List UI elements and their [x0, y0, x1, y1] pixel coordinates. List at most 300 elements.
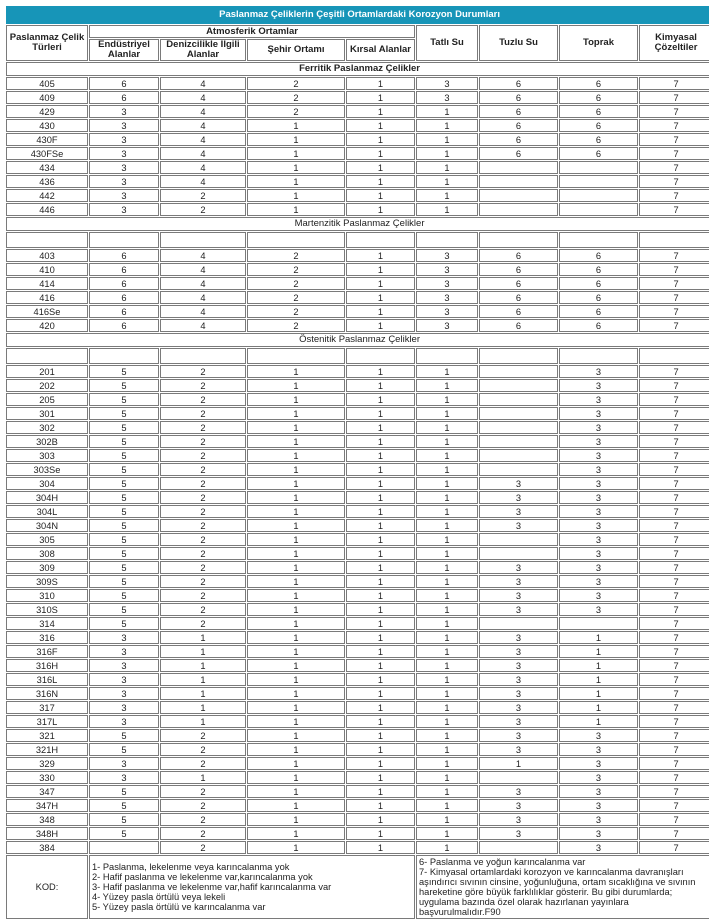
cell-fresh-water: 1: [416, 547, 478, 560]
table-row: [6, 589, 709, 602]
spacer-cell: [559, 232, 638, 248]
cell-soil: 6: [559, 77, 638, 90]
cell-fresh-water: 1: [416, 673, 478, 686]
cell-fresh-water: 1: [416, 491, 478, 504]
legend-item: 4- Yüzey pasla örtülü veya lekeli: [92, 892, 226, 902]
cell-salt-water: 3: [479, 701, 558, 714]
cell-salt-water: [479, 393, 558, 406]
cell-rural: 1: [346, 393, 415, 406]
cell-soil: 3: [559, 813, 638, 826]
cell-steel: 321H: [6, 743, 88, 756]
cell-salt-water: 3: [479, 477, 558, 490]
cell-urban: 1: [247, 175, 345, 188]
spacer-cell: [247, 232, 345, 248]
cell-industrial: 5: [89, 519, 159, 532]
cell-chemical: 7: [639, 203, 709, 216]
cell-marine: 4: [160, 249, 246, 262]
cell-soil: 6: [559, 133, 638, 146]
cell-salt-water: 3: [479, 813, 558, 826]
cell-chemical: 7: [639, 263, 709, 276]
cell-industrial: 5: [89, 533, 159, 546]
spacer-cell: [416, 232, 478, 248]
table-row: [6, 757, 709, 770]
spacer-cell: [160, 232, 246, 248]
cell-chemical: 7: [639, 319, 709, 332]
cell-chemical: 7: [639, 305, 709, 318]
cell-chemical: 7: [639, 799, 709, 812]
cell-chemical: 7: [639, 631, 709, 644]
cell-salt-water: 3: [479, 659, 558, 672]
legend-item: 1- Paslanma, lekelenme veya karıncalanma yok: [92, 862, 290, 872]
cell-fresh-water: 3: [416, 319, 478, 332]
table-row: [6, 189, 709, 202]
cell-fresh-water: 3: [416, 305, 478, 318]
cell-industrial: 5: [89, 505, 159, 518]
cell-soil: [559, 175, 638, 188]
cell-salt-water: [479, 175, 558, 188]
cell-industrial: 6: [89, 319, 159, 332]
cell-chemical: 7: [639, 813, 709, 826]
cell-marine: 2: [160, 505, 246, 518]
spacer-cell: [346, 348, 415, 364]
cell-urban: 1: [247, 147, 345, 160]
cell-fresh-water: 3: [416, 249, 478, 262]
cell-chemical: 7: [639, 505, 709, 518]
cell-industrial: 3: [89, 687, 159, 700]
cell-fresh-water: 1: [416, 119, 478, 132]
cell-soil: 3: [559, 561, 638, 574]
cell-rural: 1: [346, 133, 415, 146]
spacer-cell: [479, 348, 558, 364]
cell-urban: 1: [247, 715, 345, 728]
cell-soil: 3: [559, 827, 638, 840]
cell-steel: 308: [6, 547, 88, 560]
cell-steel: 434: [6, 161, 88, 174]
table-row: [6, 603, 709, 616]
cell-industrial: 6: [89, 305, 159, 318]
section-title: Ferritik Paslanmaz Çelikler: [6, 62, 709, 76]
cell-soil: 6: [559, 105, 638, 118]
cell-chemical: 7: [639, 463, 709, 476]
table-row: [6, 249, 709, 262]
cell-steel: 420: [6, 319, 88, 332]
cell-steel: 446: [6, 203, 88, 216]
cell-industrial: 5: [89, 827, 159, 840]
cell-urban: 1: [247, 729, 345, 742]
cell-fresh-water: 1: [416, 603, 478, 616]
cell-soil: 3: [559, 449, 638, 462]
cell-steel: 405: [6, 77, 88, 90]
cell-steel: 309: [6, 561, 88, 574]
cell-soil: 6: [559, 291, 638, 304]
cell-chemical: 7: [639, 249, 709, 262]
cell-soil: 3: [559, 435, 638, 448]
cell-salt-water: [479, 547, 558, 560]
cell-industrial: 5: [89, 365, 159, 378]
cell-soil: 3: [559, 757, 638, 770]
cell-rural: 1: [346, 687, 415, 700]
cell-chemical: 7: [639, 603, 709, 616]
cell-urban: 2: [247, 77, 345, 90]
cell-steel: 430F: [6, 133, 88, 146]
cell-steel: 329: [6, 757, 88, 770]
cell-fresh-water: 1: [416, 379, 478, 392]
header-industrial: Endüstriyel Alanlar: [89, 39, 159, 61]
cell-salt-water: [479, 617, 558, 630]
cell-fresh-water: 1: [416, 147, 478, 160]
cell-marine: 2: [160, 575, 246, 588]
cell-rural: 1: [346, 421, 415, 434]
cell-salt-water: [479, 189, 558, 202]
cell-soil: 6: [559, 119, 638, 132]
cell-marine: 2: [160, 379, 246, 392]
cell-urban: 1: [247, 491, 345, 504]
cell-marine: 2: [160, 189, 246, 202]
cell-soil: 3: [559, 365, 638, 378]
cell-steel: 403: [6, 249, 88, 262]
cell-urban: 2: [247, 291, 345, 304]
cell-soil: 3: [559, 603, 638, 616]
cell-rural: 1: [346, 505, 415, 518]
cell-marine: 2: [160, 449, 246, 462]
cell-salt-water: 3: [479, 785, 558, 798]
cell-rural: 1: [346, 701, 415, 714]
spacer-cell: [160, 348, 246, 364]
cell-marine: 1: [160, 687, 246, 700]
cell-urban: 1: [247, 463, 345, 476]
cell-salt-water: 3: [479, 575, 558, 588]
table-row: [6, 561, 709, 574]
cell-fresh-water: 3: [416, 277, 478, 290]
cell-industrial: 3: [89, 105, 159, 118]
cell-rural: 1: [346, 729, 415, 742]
table-row: [6, 575, 709, 588]
table-row: [6, 305, 709, 318]
header-steel-type: Paslanmaz Çelik Türleri: [6, 25, 88, 61]
section-spacer-row: [6, 232, 709, 248]
cell-urban: 1: [247, 687, 345, 700]
cell-steel: 201: [6, 365, 88, 378]
cell-industrial: 5: [89, 799, 159, 812]
cell-soil: 1: [559, 673, 638, 686]
cell-industrial: 3: [89, 757, 159, 770]
cell-fresh-water: 1: [416, 687, 478, 700]
cell-fresh-water: 1: [416, 435, 478, 448]
cell-fresh-water: 3: [416, 263, 478, 276]
section-row: [6, 217, 709, 231]
cell-rural: 1: [346, 757, 415, 770]
cell-soil: 3: [559, 589, 638, 602]
cell-salt-water: 3: [479, 491, 558, 504]
cell-steel: 348: [6, 813, 88, 826]
cell-salt-water: 6: [479, 263, 558, 276]
table-row: [6, 687, 709, 700]
cell-industrial: 5: [89, 589, 159, 602]
cell-industrial: 3: [89, 673, 159, 686]
cell-urban: 2: [247, 277, 345, 290]
table-row: [6, 421, 709, 434]
cell-chemical: 7: [639, 841, 709, 854]
cell-fresh-water: 1: [416, 365, 478, 378]
cell-fresh-water: 1: [416, 841, 478, 854]
cell-industrial: 6: [89, 263, 159, 276]
cell-marine: 4: [160, 305, 246, 318]
cell-chemical: 7: [639, 421, 709, 434]
cell-rural: 1: [346, 533, 415, 546]
cell-marine: 4: [160, 119, 246, 132]
cell-chemical: 7: [639, 291, 709, 304]
cell-soil: [559, 161, 638, 174]
header-urban: Şehir Ortamı: [247, 39, 345, 61]
cell-chemical: 7: [639, 189, 709, 202]
header-salt-water: Tuzlu Su: [479, 25, 558, 61]
table-row: [6, 263, 709, 276]
cell-steel: 317: [6, 701, 88, 714]
table-row: [6, 147, 709, 160]
cell-soil: 6: [559, 147, 638, 160]
header-fresh-water: Tatlı Su: [416, 25, 478, 61]
cell-salt-water: [479, 533, 558, 546]
cell-urban: 1: [247, 449, 345, 462]
cell-marine: 1: [160, 673, 246, 686]
legend-item: 6- Paslanma ve yoğun karıncalanma var: [419, 857, 586, 867]
cell-marine: 2: [160, 203, 246, 216]
cell-fresh-water: 1: [416, 575, 478, 588]
cell-marine: 2: [160, 519, 246, 532]
cell-chemical: 7: [639, 449, 709, 462]
legend-item: 2- Hafif paslanma ve lekelenme var,karıncalanma yok: [92, 872, 313, 882]
cell-industrial: 5: [89, 561, 159, 574]
cell-rural: 1: [346, 813, 415, 826]
cell-marine: 2: [160, 743, 246, 756]
cell-urban: 2: [247, 91, 345, 104]
cell-marine: 4: [160, 175, 246, 188]
cell-steel: 316N: [6, 687, 88, 700]
table-row: [6, 799, 709, 812]
corrosion-table: [5, 5, 709, 920]
header-soil: Toprak: [559, 25, 638, 61]
table-row: [6, 645, 709, 658]
cell-salt-water: 6: [479, 91, 558, 104]
cell-marine: 2: [160, 841, 246, 854]
cell-steel: 316H: [6, 659, 88, 672]
cell-industrial: 5: [89, 603, 159, 616]
cell-marine: 2: [160, 799, 246, 812]
table-row: [6, 379, 709, 392]
cell-marine: 1: [160, 645, 246, 658]
cell-salt-water: 6: [479, 147, 558, 160]
cell-marine: 2: [160, 561, 246, 574]
section-row: [6, 62, 709, 76]
cell-marine: 4: [160, 147, 246, 160]
cell-rural: 1: [346, 77, 415, 90]
cell-marine: 2: [160, 463, 246, 476]
cell-industrial: 5: [89, 491, 159, 504]
cell-salt-water: [479, 771, 558, 784]
table-row: [6, 119, 709, 132]
cell-fresh-water: 1: [416, 589, 478, 602]
cell-urban: 1: [247, 393, 345, 406]
cell-soil: 3: [559, 729, 638, 742]
table-row: [6, 547, 709, 560]
cell-marine: 1: [160, 701, 246, 714]
cell-rural: 1: [346, 291, 415, 304]
cell-soil: 6: [559, 249, 638, 262]
cell-industrial: 3: [89, 119, 159, 132]
cell-marine: 2: [160, 533, 246, 546]
cell-industrial: 3: [89, 133, 159, 146]
cell-industrial: 5: [89, 743, 159, 756]
cell-fresh-water: 1: [416, 827, 478, 840]
cell-soil: [559, 203, 638, 216]
cell-steel: 416Se: [6, 305, 88, 318]
cell-chemical: 7: [639, 757, 709, 770]
cell-salt-water: 6: [479, 291, 558, 304]
cell-fresh-water: 1: [416, 519, 478, 532]
cell-soil: 3: [559, 505, 638, 518]
cell-urban: 1: [247, 519, 345, 532]
cell-chemical: 7: [639, 533, 709, 546]
cell-marine: 4: [160, 91, 246, 104]
cell-chemical: 7: [639, 277, 709, 290]
cell-salt-water: 3: [479, 603, 558, 616]
cell-industrial: 3: [89, 715, 159, 728]
cell-soil: 1: [559, 631, 638, 644]
table-row: [6, 827, 709, 840]
cell-chemical: 7: [639, 743, 709, 756]
cell-rural: 1: [346, 841, 415, 854]
cell-rural: 1: [346, 477, 415, 490]
cell-industrial: 5: [89, 449, 159, 462]
cell-rural: 1: [346, 463, 415, 476]
header-atmospheric: Atmosferik Ortamlar: [89, 25, 415, 38]
cell-soil: 3: [559, 519, 638, 532]
spacer-cell: [639, 232, 709, 248]
cell-urban: 2: [247, 305, 345, 318]
legend-label: KOD:: [6, 855, 88, 919]
cell-rural: 1: [346, 659, 415, 672]
cell-fresh-water: 1: [416, 533, 478, 546]
cell-chemical: 7: [639, 77, 709, 90]
cell-fresh-water: 1: [416, 449, 478, 462]
cell-rural: 1: [346, 305, 415, 318]
cell-industrial: [89, 841, 159, 854]
cell-marine: 4: [160, 133, 246, 146]
cell-chemical: 7: [639, 147, 709, 160]
cell-salt-water: 3: [479, 743, 558, 756]
cell-salt-water: 3: [479, 729, 558, 742]
cell-fresh-water: 1: [416, 799, 478, 812]
cell-urban: 1: [247, 771, 345, 784]
cell-marine: 2: [160, 407, 246, 420]
cell-rural: 1: [346, 189, 415, 202]
cell-chemical: 7: [639, 589, 709, 602]
cell-industrial: 5: [89, 393, 159, 406]
cell-fresh-water: 1: [416, 393, 478, 406]
cell-steel: 304H: [6, 491, 88, 504]
cell-marine: 2: [160, 757, 246, 770]
cell-soil: 6: [559, 91, 638, 104]
cell-rural: 1: [346, 715, 415, 728]
cell-soil: 1: [559, 687, 638, 700]
table-row: [6, 407, 709, 420]
cell-urban: 1: [247, 421, 345, 434]
cell-steel: 317L: [6, 715, 88, 728]
cell-urban: 1: [247, 617, 345, 630]
spacer-cell: [346, 232, 415, 248]
cell-rural: 1: [346, 407, 415, 420]
cell-rural: 1: [346, 449, 415, 462]
cell-industrial: 5: [89, 575, 159, 588]
cell-soil: 1: [559, 701, 638, 714]
cell-steel: 416: [6, 291, 88, 304]
cell-salt-water: [479, 379, 558, 392]
cell-urban: 2: [247, 105, 345, 118]
cell-fresh-water: 1: [416, 701, 478, 714]
cell-urban: 2: [247, 319, 345, 332]
cell-rural: 1: [346, 631, 415, 644]
cell-marine: 2: [160, 729, 246, 742]
cell-steel: 430: [6, 119, 88, 132]
cell-steel: 321: [6, 729, 88, 742]
cell-fresh-water: 1: [416, 757, 478, 770]
cell-steel: 303Se: [6, 463, 88, 476]
table-row: [6, 841, 709, 854]
cell-urban: 1: [247, 477, 345, 490]
cell-urban: 1: [247, 701, 345, 714]
cell-industrial: 6: [89, 77, 159, 90]
cell-industrial: 5: [89, 379, 159, 392]
cell-rural: 1: [346, 105, 415, 118]
cell-rural: 1: [346, 519, 415, 532]
cell-urban: 1: [247, 645, 345, 658]
cell-industrial: 5: [89, 785, 159, 798]
cell-rural: 1: [346, 491, 415, 504]
cell-chemical: 7: [639, 827, 709, 840]
table-row: [6, 161, 709, 174]
legend-right: [416, 855, 709, 919]
cell-steel: 309S: [6, 575, 88, 588]
cell-industrial: 5: [89, 435, 159, 448]
cell-urban: 1: [247, 603, 345, 616]
cell-rural: 1: [346, 277, 415, 290]
cell-fresh-water: 3: [416, 291, 478, 304]
cell-urban: 1: [247, 799, 345, 812]
cell-steel: 330: [6, 771, 88, 784]
cell-salt-water: 6: [479, 319, 558, 332]
cell-soil: 3: [559, 785, 638, 798]
table-row: [6, 785, 709, 798]
cell-urban: 1: [247, 119, 345, 132]
cell-industrial: 3: [89, 147, 159, 160]
cell-industrial: 3: [89, 659, 159, 672]
cell-marine: 2: [160, 393, 246, 406]
cell-chemical: 7: [639, 133, 709, 146]
cell-rural: 1: [346, 161, 415, 174]
section-spacer-row: [6, 348, 709, 364]
cell-marine: 2: [160, 589, 246, 602]
cell-soil: 3: [559, 533, 638, 546]
cell-soil: 3: [559, 799, 638, 812]
cell-steel: 384: [6, 841, 88, 854]
table-row: [6, 435, 709, 448]
cell-salt-water: 3: [479, 589, 558, 602]
table-row: [6, 463, 709, 476]
cell-chemical: 7: [639, 435, 709, 448]
cell-urban: 1: [247, 659, 345, 672]
cell-steel: 302: [6, 421, 88, 434]
cell-salt-water: 3: [479, 673, 558, 686]
